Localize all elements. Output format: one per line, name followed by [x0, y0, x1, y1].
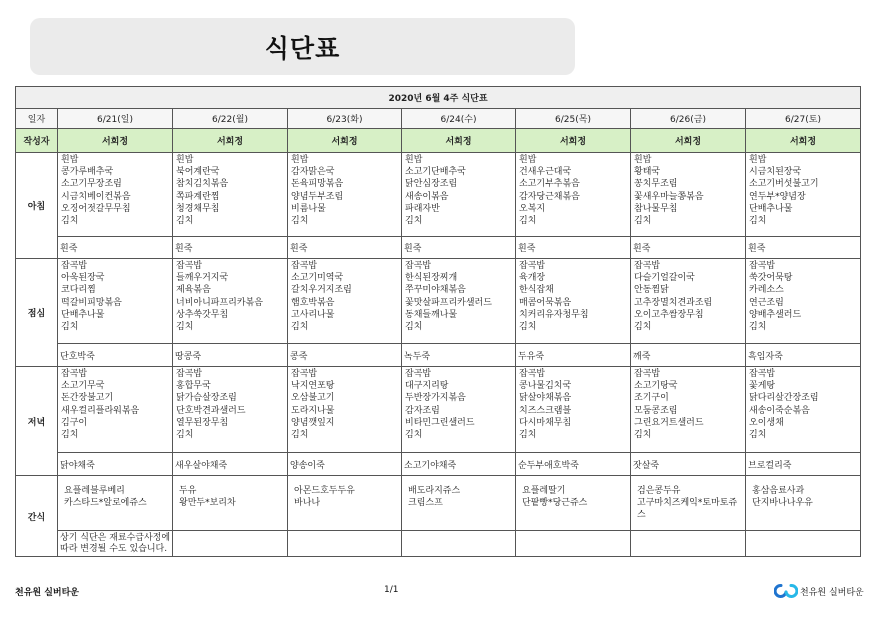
menu-item: 단지바나나우유 [752, 498, 813, 508]
meal-row [16, 259, 861, 344]
menu-item: 꽁치무조림 [634, 179, 678, 190]
menu-item: 김치 [519, 322, 537, 333]
menu-item: 오복지 [519, 203, 546, 214]
menu-item: 두반장가지볶음 [405, 393, 466, 404]
author-name: 서희정 [516, 129, 631, 153]
menu-cell [58, 367, 173, 453]
menu-item: 요플레블루베리 [64, 486, 125, 496]
menu-item: 황태국 [634, 167, 661, 178]
menu-cell [631, 476, 746, 531]
menu-item: 흰밥 [61, 155, 79, 165]
porridge-cell: 순두부애호박죽 [516, 453, 631, 476]
menu-item: 카레소스 [749, 285, 784, 296]
menu-item: 제육볶음 [176, 285, 211, 296]
menu-item: 감자당근채볶음 [519, 191, 580, 202]
menu-item: 파래자반 [405, 203, 440, 214]
menu-cell [746, 476, 861, 531]
menu-item: 김치 [61, 430, 79, 441]
menu-item: 흰밥 [749, 155, 767, 165]
porridge-cell: 흑임자죽 [746, 344, 861, 367]
day-date: 6/23(화) [288, 109, 402, 129]
author-name: 서희정 [288, 129, 402, 153]
empty-cell [402, 531, 516, 557]
porridge-cell: 녹두죽 [402, 344, 516, 367]
menu-item: 두유 [179, 486, 197, 496]
porridge-cell: 잣살죽 [631, 453, 746, 476]
porridge-cell: 흰죽 [746, 237, 861, 259]
meal-plan-body [16, 87, 861, 557]
date-row [16, 109, 861, 129]
menu-item: 동채들깨나물 [405, 309, 458, 320]
page-number: 1/1 [384, 585, 399, 595]
menu-item: 잡곡밥 [405, 369, 432, 379]
menu-cell [288, 476, 402, 531]
menu-item: 소고기무국 [61, 381, 105, 392]
menu-item: 잡곡밥 [749, 261, 776, 271]
porridge-cell: 새우살야채죽 [173, 453, 288, 476]
menu-item: 소고기탕국 [634, 381, 678, 392]
menu-item: 김치 [749, 216, 767, 227]
menu-item: 소고기버섯불고기 [749, 179, 819, 190]
porridge-cell: 흰죽 [402, 237, 516, 259]
menu-item: 흰밥 [405, 155, 423, 165]
menu-item: 쭈꾸미야채볶음 [405, 285, 466, 296]
menu-item: 잡곡밥 [405, 261, 432, 271]
menu-item: 김치 [176, 430, 194, 441]
menu-item: 비름나물 [291, 203, 326, 214]
menu-item: 소고기미역국 [291, 273, 344, 284]
menu-item: 쑥갓어묵탕 [749, 273, 793, 284]
menu-item: 꽃새우마늘쫑볶음 [634, 191, 704, 202]
author-row [16, 129, 861, 153]
meal-row [16, 153, 861, 237]
menu-item: 왕만두*보리차 [179, 498, 236, 508]
meal-label: 간식 [16, 476, 58, 557]
menu-item: 소고기무장조림 [61, 179, 122, 190]
menu-cell [58, 153, 173, 237]
menu-item: 안동찜닭 [634, 285, 669, 296]
menu-item: 잡곡밥 [519, 369, 546, 379]
menu-item: 김치 [176, 216, 194, 227]
menu-cell [402, 259, 516, 344]
menu-item: 잡곡밥 [291, 261, 318, 271]
menu-item: 김치 [405, 430, 423, 441]
day-date: 6/22(월) [173, 109, 288, 129]
menu-item: 너비아니파프리카볶음 [176, 297, 263, 308]
menu-item: 건새우근대국 [519, 167, 572, 178]
menu-item: 오삼불고기 [291, 393, 335, 404]
menu-item: 코다리찜 [61, 285, 96, 296]
porridge-cell: 땅콩죽 [173, 344, 288, 367]
menu-cell [516, 259, 631, 344]
menu-item: 쪽파계란찜 [176, 191, 220, 202]
menu-cell [173, 367, 288, 453]
menu-cell [173, 476, 288, 531]
menu-item: 도라지나물 [291, 405, 335, 416]
porridge-row [16, 237, 861, 259]
menu-item: 잡곡밥 [519, 261, 546, 271]
menu-item: 김치 [749, 322, 767, 333]
menu-item: 콩나물김치국 [519, 381, 572, 392]
menu-item: 김치 [291, 430, 309, 441]
menu-item: 검은콩두유 [637, 486, 681, 496]
empty-cell [516, 531, 631, 557]
menu-item: 열무된장무침 [176, 417, 229, 428]
day-date: 6/25(목) [516, 109, 631, 129]
menu-cell [402, 476, 516, 531]
menu-cell [288, 153, 402, 237]
menu-cell [58, 259, 173, 344]
menu-item: 김치 [291, 322, 309, 333]
menu-cell [746, 259, 861, 344]
author-name: 서희정 [402, 129, 516, 153]
menu-item: 잡곡밥 [634, 261, 661, 271]
date-label: 일자 [16, 109, 58, 129]
menu-item: 참치김치볶음 [176, 179, 229, 190]
menu-item: 오이고추쌈장무침 [634, 309, 704, 320]
notice-line: 상기 식단은 재료수급사정에 [60, 532, 171, 543]
day-date: 6/26(금) [631, 109, 746, 129]
porridge-cell: 소고기야채죽 [402, 453, 516, 476]
menu-item: 김치 [61, 322, 79, 333]
day-date: 6/24(수) [402, 109, 516, 129]
menu-item: 닭살야채볶음 [519, 393, 572, 404]
menu-item: 잡곡밥 [176, 369, 203, 379]
menu-cell [288, 259, 402, 344]
menu-item: 대구지리탕 [405, 381, 449, 392]
menu-item: 시금치베이컨볶음 [61, 191, 131, 202]
menu-item: 소고기부추볶음 [519, 179, 580, 190]
porridge-cell: 깨죽 [631, 344, 746, 367]
menu-item: 떡갈비피망볶음 [61, 297, 122, 308]
menu-item: 고사리나물 [291, 309, 335, 320]
menu-item: 고추장멸치견과조림 [634, 297, 713, 308]
menu-item: 아욱된장국 [61, 273, 105, 284]
author-name: 서희정 [173, 129, 288, 153]
menu-item: 다슬기얼갈이국 [634, 273, 695, 284]
menu-item: 연근조림 [749, 297, 784, 308]
porridge-cell: 양송이죽 [288, 453, 402, 476]
table-heading: 2020년 6월 4주 식단표 [16, 87, 861, 109]
menu-item: 다시마채무침 [519, 417, 572, 428]
page-title: 식단표 [264, 33, 341, 63]
menu-item: 양념두부조림 [291, 191, 344, 202]
menu-cell [402, 153, 516, 237]
porridge-cell: 두유죽 [516, 344, 631, 367]
menu-item: 연두부*양념장 [749, 191, 806, 202]
menu-item: 치즈스크램블 [519, 405, 572, 416]
menu-item: 잡곡밥 [61, 261, 88, 271]
title-box [30, 18, 575, 75]
menu-item: 양념깻잎지 [291, 417, 335, 428]
menu-item: 김치 [634, 322, 652, 333]
menu-item: 김치 [634, 216, 652, 227]
meal-label: 아침 [16, 153, 58, 259]
menu-item: 소고기단배추국 [405, 167, 466, 178]
menu-cell [631, 153, 746, 237]
menu-item: 매콤어묵볶음 [519, 297, 572, 308]
meal-label: 점심 [16, 259, 58, 367]
empty-cell [746, 531, 861, 557]
menu-item: 김치 [519, 216, 537, 227]
porridge-cell: 브로컬리죽 [746, 453, 861, 476]
menu-item: 잡곡밥 [176, 261, 203, 271]
notice-cell [58, 531, 173, 557]
menu-cell [516, 476, 631, 531]
author-name: 서희정 [58, 129, 173, 153]
menu-item: 새우컬리플라워볶음 [61, 405, 140, 416]
menu-cell [173, 259, 288, 344]
menu-item: 요플레딸기 [522, 486, 566, 496]
day-date: 6/27(토) [746, 109, 861, 129]
menu-item: 오징어젓갈무무침 [61, 203, 131, 214]
menu-item: 홍삼음료사과 [752, 486, 805, 496]
meal-label: 저녁 [16, 367, 58, 476]
meal-plan-table [15, 86, 861, 557]
porridge-row [16, 344, 861, 367]
menu-cell [631, 367, 746, 453]
menu-item: 청경채무침 [176, 203, 220, 214]
menu-cell [516, 153, 631, 237]
menu-item: 콩가루배추국 [61, 167, 114, 178]
footer-brand [774, 582, 864, 600]
menu-item: 흰밥 [634, 155, 652, 165]
brand-name: 천유원 실버타운 [800, 587, 864, 598]
day-date: 6/21(일) [58, 109, 173, 129]
menu-item: 단배추나물 [61, 309, 105, 320]
porridge-cell: 흰죽 [288, 237, 402, 259]
porridge-cell: 흰죽 [631, 237, 746, 259]
menu-item: 김구이 [61, 417, 88, 428]
menu-item: 김치 [61, 216, 79, 227]
menu-item: 새송이죽순볶음 [749, 405, 810, 416]
menu-item: 흰밥 [176, 155, 194, 165]
menu-item: 한식된장찌개 [405, 273, 458, 284]
menu-item: 오이생채 [749, 417, 784, 428]
menu-item: 카스타드*알로에쥬스 [64, 498, 147, 508]
empty-cell [173, 531, 288, 557]
porridge-cell: 닭야채죽 [58, 453, 173, 476]
empty-cell [631, 531, 746, 557]
menu-item: 모둠콩조림 [634, 405, 678, 416]
menu-item: 비타민그린샐러드 [405, 417, 475, 428]
menu-item: 새송이볶음 [405, 191, 449, 202]
menu-item: 햄호박볶음 [291, 297, 335, 308]
meal-row [16, 367, 861, 453]
menu-cell [288, 367, 402, 453]
cheonyuwon-logo-icon [774, 582, 798, 600]
menu-item: 아몬드호두두유 [294, 486, 355, 496]
author-name: 서희정 [631, 129, 746, 153]
menu-item: 고구마치즈케익*토마토쥬스 [637, 498, 738, 520]
menu-item: 조기구이 [634, 393, 669, 404]
menu-item: 꽃맛살파프리카샐러드 [405, 297, 492, 308]
menu-cell [631, 259, 746, 344]
porridge-row [16, 453, 861, 476]
menu-item: 양배추샐러드 [749, 309, 802, 320]
menu-item: 닭안심장조림 [405, 179, 458, 190]
menu-item: 잡곡밥 [61, 369, 88, 379]
menu-item: 흰밥 [519, 155, 537, 165]
menu-item: 배도라지쥬스 [408, 486, 461, 496]
menu-item: 상추쑥갓무침 [176, 309, 229, 320]
menu-item: 감자조림 [405, 405, 440, 416]
menu-item: 흰밥 [291, 155, 309, 165]
heading-row [16, 87, 861, 109]
menu-item: 김치 [519, 430, 537, 441]
menu-item: 크림스프 [408, 498, 443, 508]
menu-item: 김치 [749, 430, 767, 441]
menu-item: 꽃게탕 [749, 381, 776, 392]
menu-cell [402, 367, 516, 453]
menu-item: 감자맑은국 [291, 167, 335, 178]
menu-item: 육개장 [519, 273, 546, 284]
menu-item: 바나나 [294, 498, 321, 508]
menu-item: 김치 [291, 216, 309, 227]
menu-item: 치커리유자청무침 [519, 309, 589, 320]
menu-item: 갈치우거지조림 [291, 285, 352, 296]
porridge-cell: 흰죽 [173, 237, 288, 259]
notice-line: 따라 변경될 수도 있습니다. [60, 543, 168, 554]
empty-cell [288, 531, 402, 557]
menu-item: 단팥빵*당근쥬스 [522, 498, 588, 508]
menu-item: 닭다리살간장조림 [749, 393, 819, 404]
menu-item: 잡곡밥 [749, 369, 776, 379]
menu-item: 김치 [405, 216, 423, 227]
menu-item: 단배추나물 [749, 203, 793, 214]
menu-item: 그린요거트샐러드 [634, 417, 704, 428]
menu-item: 돈간장불고기 [61, 393, 114, 404]
menu-item: 단호박견과샐러드 [176, 405, 246, 416]
menu-item: 홍합무국 [176, 381, 211, 392]
porridge-cell: 단호박죽 [58, 344, 173, 367]
author-label: 작성자 [16, 129, 58, 153]
menu-item: 잡곡밥 [634, 369, 661, 379]
menu-item: 김치 [176, 322, 194, 333]
porridge-cell: 흰죽 [516, 237, 631, 259]
porridge-cell: 콩죽 [288, 344, 402, 367]
menu-item: 한식잡채 [519, 285, 554, 296]
porridge-cell: 흰죽 [58, 237, 173, 259]
menu-item: 김치 [634, 430, 652, 441]
menu-item: 닭가슴살장조림 [176, 393, 237, 404]
menu-cell [516, 367, 631, 453]
author-name: 서희정 [746, 129, 861, 153]
menu-item: 북어계란국 [176, 167, 220, 178]
menu-item: 시금치된장국 [749, 167, 802, 178]
meal-row [16, 476, 861, 531]
menu-item: 들깨우거지국 [176, 273, 229, 284]
menu-cell [173, 153, 288, 237]
menu-cell [746, 153, 861, 237]
menu-item: 잡곡밥 [291, 369, 318, 379]
notice-row [16, 531, 861, 557]
menu-item: 김치 [405, 322, 423, 333]
menu-item: 돈육피망볶음 [291, 179, 344, 190]
menu-item: 참나물무침 [634, 203, 678, 214]
footer-org-name: 천유원 실버타운 [15, 588, 79, 598]
menu-cell [746, 367, 861, 453]
menu-item: 낙지연포탕 [291, 381, 335, 392]
menu-cell [58, 476, 173, 531]
